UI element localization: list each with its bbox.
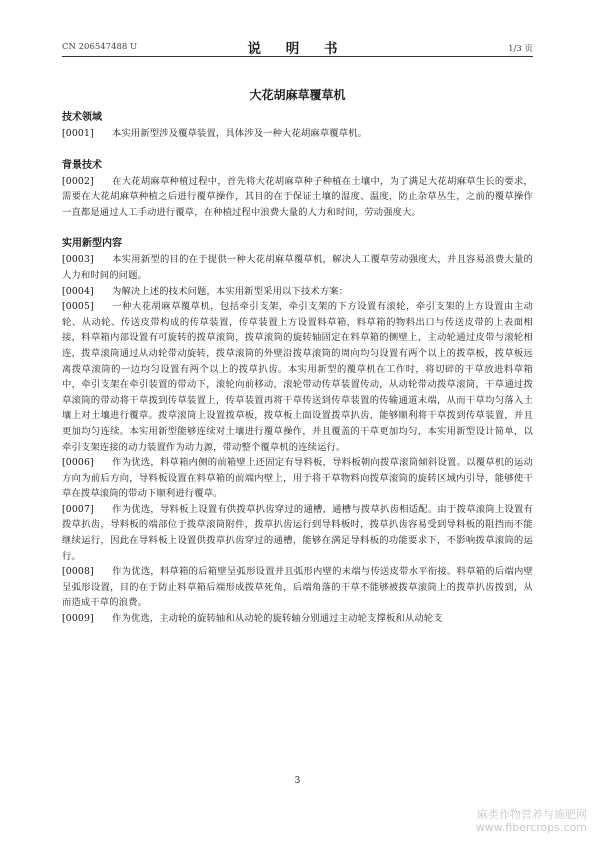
page-header <box>62 36 533 57</box>
paragraph-text: 为解决上述的技术问题，本实用新型采用以下技术方案： <box>112 285 349 297</box>
paragraph <box>62 174 533 221</box>
paragraph <box>62 126 533 142</box>
paragraph-text: 在大花胡麻草种植过程中，首先将大花胡麻草种子种植在土壤中，为了满足大花胡麻草生长的要求，需要在大花胡麻草种植之后进行覆草操作，其目的在于保证土壤的湿度、温度，防止杂草丛生，之前的覆草操作一直都是通过人工手动进行覆草，在种植过程中浪费大量的人力和时间，劳动强度大。 <box>62 175 533 218</box>
paragraph-number: [0001] <box>62 128 94 139</box>
paragraph <box>62 564 533 611</box>
paragraph-text: 作为优选，料草箱的后箱壁呈弧形设置并且弧形内壁的末端与传送皮带水平衔接。料草箱的后端内壁呈弧形设置，目的在于防止料草箱后端形成拨草死角，后端角落的干草不能够被拨草滚筒上的拨草扒齿拨到，从而造成干草的浪费。 <box>62 566 533 609</box>
patent-number: CN 206547488 U <box>62 42 138 52</box>
section-background <box>62 158 533 221</box>
paragraph <box>62 455 533 502</box>
paragraph-number: [0004] <box>62 285 94 297</box>
paragraph-list <box>62 126 533 142</box>
watermark-line: 麻类作物营养与施肥网 <box>477 808 587 821</box>
watermark-url: www.fibercrops.com <box>475 821 587 834</box>
paragraph <box>62 502 533 564</box>
page-indicator: 1/3 页 <box>508 44 533 54</box>
paragraph-number: [0003] <box>62 254 94 266</box>
paragraph-list <box>62 252 533 626</box>
section-heading: 背景技术 <box>62 159 102 171</box>
document-body <box>62 110 533 627</box>
document-type: 说 明 书 <box>247 41 348 57</box>
paragraph-number: [0006] <box>62 457 94 469</box>
watermark <box>476 808 587 834</box>
paragraph-text: 作为优选，导料板上设置有供拨草扒齿穿过的通槽，通槽与拨草扒齿相适配。由于拨草滚筒上设置有拨草扒齿，导料板的端部位于拨草滚筒附件，拨草扒齿运行到导料板时，拨草扒齿容易受到导料板的阻挡而不能继续运行，因此在导料板上设置供拨草扒齿穿过的通槽，能够在满足导料板的功能要求下，不影响拨草滚筒的运行。 <box>62 503 533 562</box>
paragraph <box>62 299 533 455</box>
section-heading: 技术领域 <box>62 112 102 123</box>
section-tech-field <box>62 110 533 142</box>
section-content <box>62 236 533 626</box>
paragraph-text: 本实用新型的目的在于提供一种大花胡麻草覆草机，解决人工覆草劳动强度大，并且容易浪费大量的人力和时间的问题。 <box>62 254 533 281</box>
paragraph-number: [0009] <box>62 613 94 625</box>
paragraph-text: 本实用新型涉及覆草装置，具体涉及一种大花胡麻草覆草机。 <box>112 128 368 139</box>
paragraph-number: [0007] <box>62 503 94 515</box>
paragraph <box>62 284 533 300</box>
document-title: 大花胡麻草覆草机 <box>249 88 346 102</box>
paragraph-list <box>62 174 533 221</box>
paragraph-text: 一种大花胡麻草覆草机，包括牵引支架，牵引支架的下方设置有滚轮，牵引支架的上方设置由主动轮、从动轮、传送皮带构成的传草装置，传草装置上方设置料草箱，料草箱的物料出口与传送皮带的上表面相接，料草箱内部设置有可旋转的拨草滚筒，拨草滚筒的旋转轴固定在料草箱的侧壁上，主动轮通过皮带与滚轮相连，拨草滚筒通过从动轮带动旋转，拨草滚筒的外壁沿拨草滚筒的周向均匀设置有两个以上的拨草板，拨草板远离拨草滚筒的一边均匀设置有两个以上的拨草扒齿。本实用新型的覆草机在工作时，将切碎的干草放进料草箱中，牵引支架在牵引装置的带动下，滚轮向前移动，滚轮带动传草装置传动，从动轮带动拨草滚筒，干草通过拨草滚筒的带动将干草拨到传草装置上，传草装置再将干草传送到传草装置的传输通道末端，从而干草均匀落入土壤上对土壤进行覆草。拨草滚筒上设置拨草板，拨草板上面设置拨草扒齿，能够顺利将干草拨到传草装置，并且更加均匀连续。本实用新型能够连续对土壤进行覆草操作，并且覆盖的干草更加均匀，本实用新型设计简单，以牵引支架连接的动力装置作为动力源，带动整个覆草机的连续运行。 <box>62 301 533 453</box>
paragraph <box>62 252 533 283</box>
paragraph-number: [0008] <box>62 566 94 578</box>
paragraph-number: [0005] <box>62 301 94 313</box>
paragraph <box>62 611 533 627</box>
section-heading: 实用新型内容 <box>62 238 122 250</box>
paragraph-text: 作为优选，主动轮的旋转轴和从动轮的旋转轴分别通过主动轮支撑板和从动轮支 <box>112 613 443 625</box>
page-number: 3 <box>294 776 301 786</box>
paragraph-text: 作为优选，料草箱内侧的前箱壁上还固定有导料板，导料板朝向拨草滚筒倾斜设置。以覆草机的运动方向为前后方向，导料板设置在料草箱的前端内壁上，用于将干草物料向拨草滚筒的旋转区域内引导，能够使干草在拨草滚筒的带动下顺利进行覆草。 <box>62 457 533 500</box>
paragraph-number: [0002] <box>62 175 94 187</box>
